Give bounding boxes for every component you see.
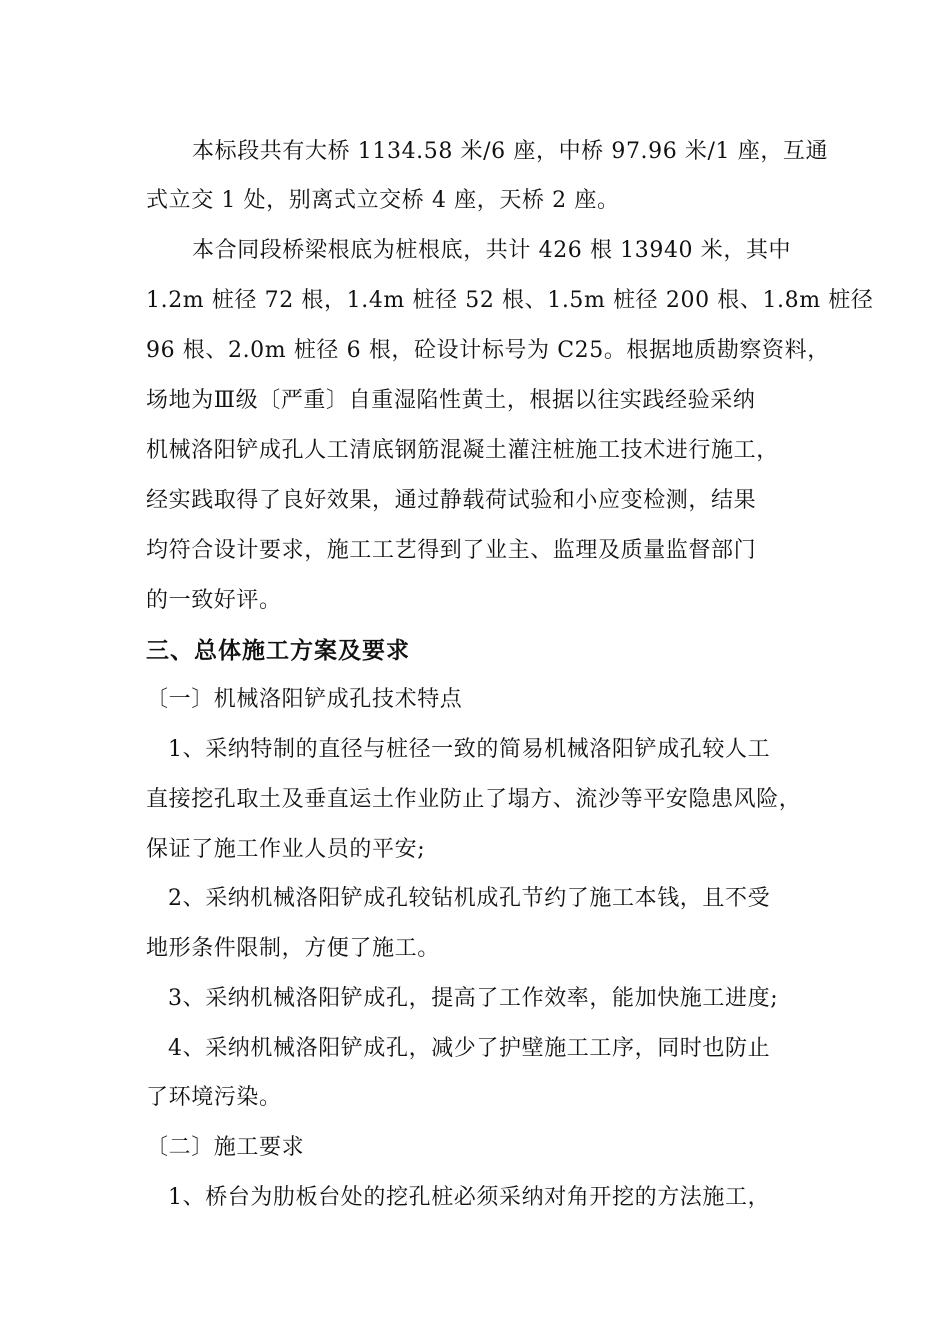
para2-line-4: 场地为Ⅲ级〔严重〕自重湿陷性黄土，根据以往实践经验采纳 (146, 388, 756, 413)
req1-line-1: 1、桥台为肋板台处的挖孔桩必须采纳对角开挖的方法施工， (168, 1185, 771, 1210)
para1-line-2: 式立交 1 处，别离式立交桥 4 座，天桥 2 座。 (146, 188, 620, 213)
item1-line-3: 保证了施工作业人员的平安; (146, 837, 426, 862)
item2-line-1: 2、采纳机械洛阳铲成孔较钻机成孔节约了施工本钱，且不受 (168, 886, 771, 911)
para2-line-8: 的一致好评。 (146, 588, 282, 613)
para2-line-1: 本合同段桥梁根底为桩根底，共计 426 根 13940 米，其中 (192, 238, 792, 263)
section-heading: 三、总体施工方案及要求 (146, 638, 410, 664)
item4-line-1: 4、采纳机械洛阳铲成孔，减少了护壁施工工序，同时也防止 (168, 1036, 771, 1061)
para2-line-7: 均符合设计要求，施工工艺得到了业主、监理及质量监督部门 (146, 538, 757, 563)
para2-line-6: 经实践取得了良好效果，通过静载荷试验和小应变检测，结果 (146, 488, 757, 513)
para1-line-1: 本标段共有大桥 1134.58 米/6 座，中桥 97.96 米/1 座，互通 (192, 139, 829, 164)
para2-line-3: 96 根、2.0m 桩径 6 根，砼设计标号为 C25。根据地质勘察资料， (146, 338, 830, 363)
item2-line-2: 地形条件限制，方便了施工。 (146, 936, 440, 961)
item1-line-2: 直接挖孔取土及垂直运土作业防止了塌方、流沙等平安隐患风险， (146, 787, 802, 812)
item4-line-2: 了环境污染。 (146, 1085, 282, 1110)
subheading-2: 〔二〕施工要求 (146, 1135, 305, 1160)
item3-line-1: 3、采纳机械洛阳铲成孔，提高了工作效率，能加快施工进度; (168, 986, 779, 1011)
para2-line-5: 机械洛阳铲成孔人工清底钢筋混凝土灌注桩施工技术进行施工， (146, 438, 779, 463)
subheading-1: 〔一〕机械洛阳铲成孔技术特点 (146, 687, 463, 712)
item1-line-1: 1、采纳特制的直径与桩径一致的简易机械洛阳铲成孔较人工 (168, 737, 771, 762)
para2-line-2: 1.2m 桩径 72 根，1.4m 桩径 52 根、1.5m 桩径 200 根、1.8m 桩径 (146, 288, 874, 313)
